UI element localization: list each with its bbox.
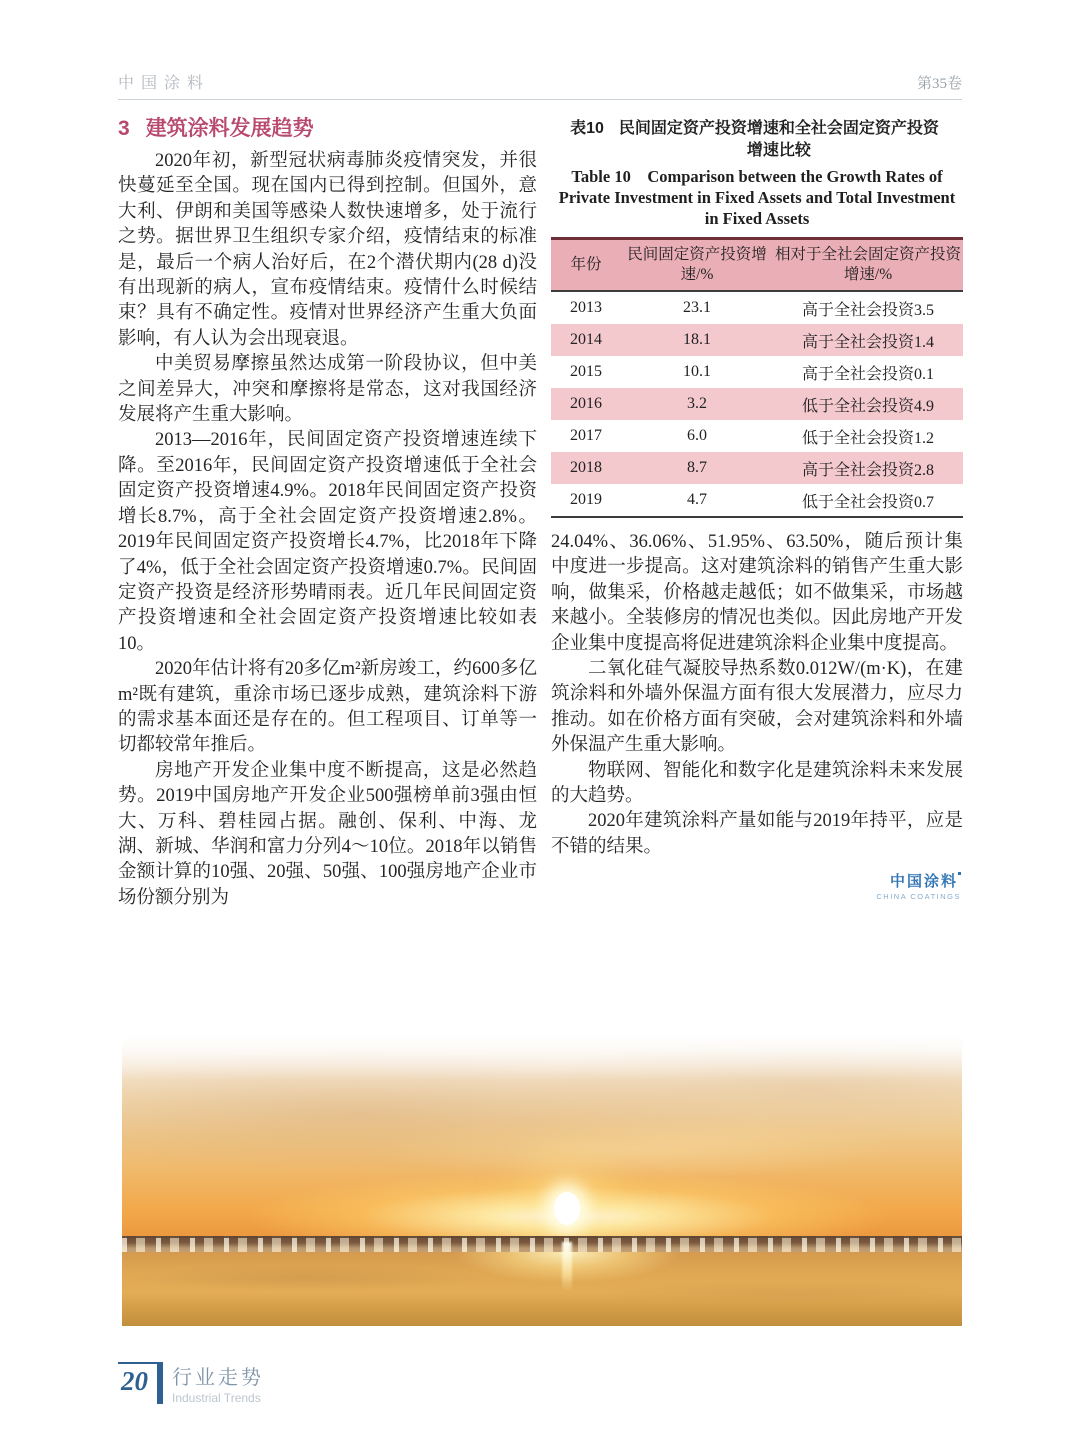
left-column — [118, 112, 537, 911]
table-caption-zh — [559, 118, 955, 162]
cell-relative: 高于全社会投资1.4 — [801, 333, 934, 351]
table-row — [551, 324, 963, 356]
sunset-beach-photo — [122, 1030, 962, 1326]
paragraph: 2020年初，新型冠状病毒肺炎疫情突发，并很快蔓延至全国。现在国内已得到控制。但国外，意大利、伊朗和美国等感染人数快速增多，处于流行之势。据世界卫生组织专家介绍，疫情结束的标准是，最后一个病人治好后，在2个潜伏期内(28 d)没有出现新的病人，宣布疫情结束。疫情什么时候结束？具有不确定性。疫情对世界经济产生重大负面影响，有人认为会出现衰退。 — [118, 151, 537, 349]
cell-private-growth: 6.0 — [687, 427, 707, 444]
page-footer — [118, 1362, 264, 1405]
footer-bar — [157, 1364, 163, 1404]
running-header — [118, 70, 962, 100]
photo-horizon-waves — [122, 1236, 962, 1252]
right-column-text — [551, 530, 963, 860]
volume-label: 第35卷 — [916, 76, 962, 92]
section-title: 建筑涂料发展趋势 — [145, 117, 314, 140]
logo-text-en: CHINA COATINGS — [876, 892, 961, 902]
footer-section — [172, 1362, 264, 1405]
cell-year: 2019 — [570, 491, 602, 508]
section-number: 3 — [118, 117, 130, 140]
page-number: 20 — [121, 1366, 148, 1396]
paragraph: 24.04%、36.06%、51.95%、63.50%，随后预计集中度进一步提高。这对建筑涂料的销售产生重大影响，做集采，价格越走越低；如不做集采，市场越来越小。全装修房的情况也类似。因此房地产开发企业集中度提高将促进建筑涂料企业集中度提高。 — [551, 532, 963, 654]
cell-year: 2018 — [570, 459, 602, 476]
cell-private-growth: 18.1 — [683, 331, 711, 348]
cell-relative: 高于全社会投资2.8 — [801, 461, 934, 479]
cell-year: 2016 — [570, 395, 602, 412]
table-caption-zh-text: 民间固定资产投资增速和全社会固定资产投资增速比较 — [618, 120, 939, 159]
table-row — [551, 484, 963, 517]
logo-mark — [958, 872, 961, 875]
cell-year: 2014 — [570, 331, 602, 348]
cell-private-growth: 3.2 — [687, 395, 707, 412]
photo-sun — [554, 1192, 580, 1225]
right-column — [551, 112, 963, 901]
cell-relative: 低于全社会投资0.7 — [801, 493, 934, 511]
table-row — [551, 420, 963, 452]
paragraph: 2020年建筑涂料产量如能与2019年持平，应是不错的结果。 — [551, 811, 963, 857]
table-caption-zh-label: 表10 — [570, 120, 604, 137]
paragraph: 2020年估计将有20多亿m²新房竣工，约600多亿m²既有建筑，重涂市场已逐步成熟，建筑涂料下游的需求基本面还是存在的。但工程项目、订单等一切都较常年推后。 — [118, 659, 537, 756]
china-coatings-logo — [551, 870, 963, 901]
cell-private-growth: 10.1 — [683, 363, 711, 380]
col-header-year: 年份 — [551, 239, 621, 292]
table-header-row — [551, 239, 963, 292]
article-body — [118, 112, 963, 911]
cell-private-growth: 8.7 — [687, 459, 707, 476]
table-row — [551, 452, 963, 484]
cell-private-growth: 23.1 — [683, 299, 711, 316]
cell-year: 2017 — [570, 427, 602, 444]
paragraph: 物联网、智能化和数字化是建筑涂料未来发展的大趋势。 — [551, 760, 963, 807]
table-row — [551, 356, 963, 388]
photo-top-fade — [122, 1030, 962, 1080]
investment-growth-table — [551, 237, 963, 518]
col-header-private-growth: 民间固定资产投资增速/% — [621, 239, 773, 292]
paragraph: 中美贸易摩擦虽然达成第一阶段协议，但中美之间差异大，冲突和摩擦将是常态，这对我国经济发展将产生重大影响。 — [118, 354, 537, 426]
paragraph: 2013—2016年，民间固定资产投资增速连续下降。至2016年，民间固定资产投资增速低于全社会固定资产投资增速4.9%。2018年民间固定资产投资增长8.7%，高于全社会固定资产投资增速2.8%。2019年民间固定资产投资增长4.7%，比2018年下降了4%，低于全社会固定资产投资增速0.7%。民间固定资产投资是经济形势晴雨表。近几年民间固定资产投资增速和全社会固定资产投资增速比较如表10。 — [118, 430, 537, 654]
paragraph: 房地产开发企业集中度不断提高，这是必然趋势。2019中国房地产开发企业500强榜单前3强由恒大、万科、碧桂园占据。融创、保利、中海、龙湖、新城、华润和富力分列4～10位。2018年以销售金额计算的10强、20强、50强、100强房地产企业市场份额分别为 — [118, 760, 537, 908]
logo-text-zh: 中国涂料 — [551, 870, 961, 891]
cell-year: 2013 — [570, 299, 602, 316]
cell-relative: 高于全社会投资3.5 — [801, 301, 934, 319]
cell-private-growth: 4.7 — [687, 491, 707, 508]
col-header-relative-growth: 相对于全社会固定资产投资增速/% — [773, 239, 963, 292]
table-caption-en: Table 10 Comparison between the Growth Rates of Private Investment in Fixed Assets and Total Investment in Fixed Assets — [558, 167, 956, 228]
table-row — [551, 388, 963, 420]
footer-section-zh: 行业走势 — [172, 1367, 264, 1389]
photo-sun-reflection — [562, 1242, 572, 1292]
paragraph: 二氧化硅气凝胶导热系数0.012W/(m·K)，在建筑涂料和外墙外保温方面有很大发展潜力，应尽力推动。如在价格方面有突破，会对建筑涂料和外墙外保温产生重大影响。 — [551, 659, 963, 756]
cell-relative: 高于全社会投资0.1 — [801, 365, 934, 383]
section-heading — [118, 112, 537, 142]
cell-relative: 低于全社会投资1.2 — [801, 429, 934, 447]
page-number-box — [118, 1362, 163, 1404]
photo-beach — [122, 1252, 962, 1326]
footer-section-en: Industrial Trends — [172, 1391, 261, 1405]
cell-year: 2015 — [570, 363, 602, 380]
journal-name: 中国涂料 — [118, 75, 211, 92]
cell-relative: 低于全社会投资4.9 — [801, 397, 934, 415]
table-row — [551, 291, 963, 324]
